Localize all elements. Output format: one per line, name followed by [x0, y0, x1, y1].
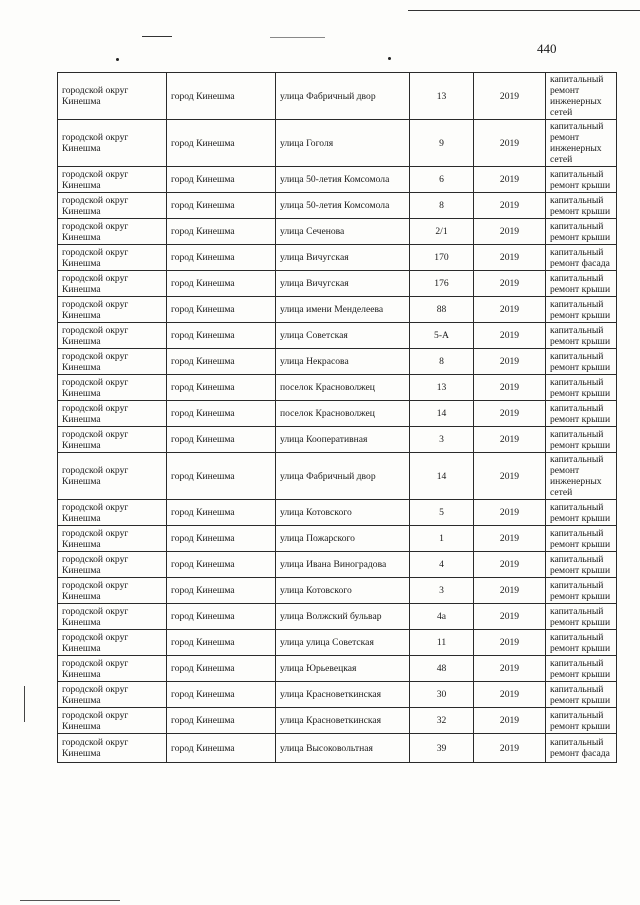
city-cell: город Кинешма	[167, 734, 276, 763]
house-number-cell: 176	[410, 271, 474, 297]
district-cell: городской округ Кинешма	[58, 375, 167, 401]
table-body	[58, 73, 617, 763]
street-cell: улица Пожарского	[276, 526, 410, 552]
table-row	[58, 500, 617, 526]
year-cell: 2019	[474, 552, 546, 578]
house-number-cell: 14	[410, 401, 474, 427]
city-cell: город Кинешма	[167, 708, 276, 734]
street-cell: улица Юрьевецкая	[276, 656, 410, 682]
street-cell: улица улица Советская	[276, 630, 410, 656]
table-row	[58, 526, 617, 552]
table-row	[58, 323, 617, 349]
house-number-cell: 88	[410, 297, 474, 323]
table-row	[58, 271, 617, 297]
district-cell: городской округ Кинешма	[58, 73, 167, 120]
work-type-cell: капитальный ремонт инженерных сетей	[546, 453, 617, 500]
street-cell: улица Вичугская	[276, 271, 410, 297]
street-cell: улица Высоковольтная	[276, 734, 410, 763]
year-cell: 2019	[474, 167, 546, 193]
district-cell: городской округ Кинешма	[58, 500, 167, 526]
house-number-cell: 9	[410, 120, 474, 167]
house-number-cell: 8	[410, 349, 474, 375]
table-row	[58, 120, 617, 167]
street-cell: улица Ивана Виноградова	[276, 552, 410, 578]
work-type-cell: капитальный ремонт крыши	[546, 630, 617, 656]
city-cell: город Кинешма	[167, 375, 276, 401]
city-cell: город Кинешма	[167, 552, 276, 578]
page-number: 440	[537, 41, 557, 56]
district-cell: городской округ Кинешма	[58, 193, 167, 219]
table-row	[58, 682, 617, 708]
street-cell: улица Вичугская	[276, 245, 410, 271]
work-type-cell: капитальный ремонт крыши	[546, 297, 617, 323]
street-cell: улица Фабричный двор	[276, 453, 410, 500]
city-cell: город Кинешма	[167, 193, 276, 219]
housing-repair-table	[57, 72, 617, 763]
table-row	[58, 193, 617, 219]
city-cell: город Кинешма	[167, 578, 276, 604]
city-cell: город Кинешма	[167, 323, 276, 349]
year-cell: 2019	[474, 526, 546, 552]
year-cell: 2019	[474, 734, 546, 763]
table-row	[58, 656, 617, 682]
district-cell: городской округ Кинешма	[58, 604, 167, 630]
scan-artifact-dot	[388, 57, 391, 60]
house-number-cell: 8	[410, 193, 474, 219]
work-type-cell: капитальный ремонт крыши	[546, 578, 617, 604]
scan-artifact-bottom-line	[20, 900, 120, 901]
table-row	[58, 708, 617, 734]
work-type-cell: капитальный ремонт крыши	[546, 604, 617, 630]
house-number-cell: 5	[410, 500, 474, 526]
street-cell: улица Котовского	[276, 578, 410, 604]
house-number-cell: 13	[410, 375, 474, 401]
work-type-cell: капитальный ремонт крыши	[546, 427, 617, 453]
work-type-cell: капитальный ремонт крыши	[546, 167, 617, 193]
work-type-cell: капитальный ремонт крыши	[546, 656, 617, 682]
year-cell: 2019	[474, 120, 546, 167]
year-cell: 2019	[474, 193, 546, 219]
district-cell: городской округ Кинешма	[58, 453, 167, 500]
district-cell: городской округ Кинешма	[58, 219, 167, 245]
street-cell: улица 50-летия Комсомола	[276, 167, 410, 193]
house-number-cell: 48	[410, 656, 474, 682]
table-row	[58, 578, 617, 604]
work-type-cell: капитальный ремонт инженерных сетей	[546, 120, 617, 167]
year-cell: 2019	[474, 349, 546, 375]
table-row	[58, 401, 617, 427]
city-cell: город Кинешма	[167, 682, 276, 708]
street-cell: улица 50-летия Комсомола	[276, 193, 410, 219]
table-row	[58, 297, 617, 323]
work-type-cell: капитальный ремонт фасада	[546, 245, 617, 271]
district-cell: городской округ Кинешма	[58, 734, 167, 763]
year-cell: 2019	[474, 578, 546, 604]
house-number-cell: 4	[410, 552, 474, 578]
table-row	[58, 630, 617, 656]
year-cell: 2019	[474, 323, 546, 349]
house-number-cell: 32	[410, 708, 474, 734]
house-number-cell: 11	[410, 630, 474, 656]
year-cell: 2019	[474, 297, 546, 323]
district-cell: городской округ Кинешма	[58, 401, 167, 427]
table-row	[58, 552, 617, 578]
city-cell: город Кинешма	[167, 427, 276, 453]
year-cell: 2019	[474, 73, 546, 120]
district-cell: городской округ Кинешма	[58, 526, 167, 552]
year-cell: 2019	[474, 219, 546, 245]
city-cell: город Кинешма	[167, 453, 276, 500]
year-cell: 2019	[474, 427, 546, 453]
district-cell: городской округ Кинешма	[58, 682, 167, 708]
work-type-cell: капитальный ремонт крыши	[546, 193, 617, 219]
street-cell: улица Гоголя	[276, 120, 410, 167]
street-cell: улица Кооперативная	[276, 427, 410, 453]
house-number-cell: 14	[410, 453, 474, 500]
house-number-cell: 3	[410, 578, 474, 604]
scan-artifact-top-mid-line	[270, 37, 325, 38]
year-cell: 2019	[474, 630, 546, 656]
house-number-cell: 6	[410, 167, 474, 193]
table-row	[58, 73, 617, 120]
work-type-cell: капитальный ремонт крыши	[546, 708, 617, 734]
year-cell: 2019	[474, 375, 546, 401]
year-cell: 2019	[474, 500, 546, 526]
work-type-cell: капитальный ремонт крыши	[546, 219, 617, 245]
street-cell: улица Котовского	[276, 500, 410, 526]
year-cell: 2019	[474, 656, 546, 682]
house-number-cell: 3	[410, 427, 474, 453]
work-type-cell: капитальный ремонт крыши	[546, 526, 617, 552]
city-cell: город Кинешма	[167, 120, 276, 167]
street-cell: поселок Красноволжец	[276, 375, 410, 401]
district-cell: городской округ Кинешма	[58, 708, 167, 734]
district-cell: городской округ Кинешма	[58, 427, 167, 453]
district-cell: городской округ Кинешма	[58, 349, 167, 375]
table-row	[58, 245, 617, 271]
work-type-cell: капитальный ремонт крыши	[546, 323, 617, 349]
district-cell: городской округ Кинешма	[58, 630, 167, 656]
work-type-cell: капитальный ремонт крыши	[546, 349, 617, 375]
house-number-cell: 5-А	[410, 323, 474, 349]
table-row	[58, 167, 617, 193]
year-cell: 2019	[474, 708, 546, 734]
city-cell: город Кинешма	[167, 297, 276, 323]
street-cell: улица Фабричный двор	[276, 73, 410, 120]
work-type-cell: капитальный ремонт фасада	[546, 734, 617, 763]
scan-artifact-left-mark	[24, 686, 25, 722]
table-row	[58, 453, 617, 500]
city-cell: город Кинешма	[167, 73, 276, 120]
year-cell: 2019	[474, 271, 546, 297]
table-row	[58, 219, 617, 245]
street-cell: улица Некрасова	[276, 349, 410, 375]
city-cell: город Кинешма	[167, 219, 276, 245]
year-cell: 2019	[474, 682, 546, 708]
district-cell: городской округ Кинешма	[58, 297, 167, 323]
table-row	[58, 427, 617, 453]
city-cell: город Кинешма	[167, 500, 276, 526]
street-cell: улица Волжский бульвар	[276, 604, 410, 630]
house-number-cell: 13	[410, 73, 474, 120]
scan-artifact-top-right-line	[408, 10, 640, 11]
street-cell: улица Советская	[276, 323, 410, 349]
work-type-cell: капитальный ремонт крыши	[546, 271, 617, 297]
work-type-cell: капитальный ремонт крыши	[546, 500, 617, 526]
city-cell: город Кинешма	[167, 271, 276, 297]
city-cell: город Кинешма	[167, 349, 276, 375]
district-cell: городской округ Кинешма	[58, 656, 167, 682]
scan-artifact-top-left-line	[142, 36, 172, 37]
district-cell: городской округ Кинешма	[58, 578, 167, 604]
city-cell: город Кинешма	[167, 167, 276, 193]
city-cell: город Кинешма	[167, 526, 276, 552]
district-cell: городской округ Кинешма	[58, 552, 167, 578]
street-cell: улица имени Менделеева	[276, 297, 410, 323]
house-number-cell: 1	[410, 526, 474, 552]
district-cell: городской округ Кинешма	[58, 323, 167, 349]
house-number-cell: 2/1	[410, 219, 474, 245]
year-cell: 2019	[474, 401, 546, 427]
street-cell: улица Красноветкинская	[276, 682, 410, 708]
year-cell: 2019	[474, 245, 546, 271]
city-cell: город Кинешма	[167, 604, 276, 630]
street-cell: улица Красноветкинская	[276, 708, 410, 734]
city-cell: город Кинешма	[167, 630, 276, 656]
street-cell: поселок Красноволжец	[276, 401, 410, 427]
work-type-cell: капитальный ремонт крыши	[546, 552, 617, 578]
scan-artifact-dot	[116, 58, 119, 61]
district-cell: городской округ Кинешма	[58, 120, 167, 167]
house-number-cell: 4а	[410, 604, 474, 630]
year-cell: 2019	[474, 604, 546, 630]
house-number-cell: 170	[410, 245, 474, 271]
table-row	[58, 349, 617, 375]
city-cell: город Кинешма	[167, 656, 276, 682]
work-type-cell: капитальный ремонт крыши	[546, 375, 617, 401]
table-row	[58, 734, 617, 763]
city-cell: город Кинешма	[167, 245, 276, 271]
house-number-cell: 30	[410, 682, 474, 708]
street-cell: улица Сеченова	[276, 219, 410, 245]
work-type-cell: капитальный ремонт крыши	[546, 401, 617, 427]
table-row	[58, 604, 617, 630]
work-type-cell: капитальный ремонт крыши	[546, 682, 617, 708]
table-row	[58, 375, 617, 401]
district-cell: городской округ Кинешма	[58, 167, 167, 193]
district-cell: городской округ Кинешма	[58, 271, 167, 297]
city-cell: город Кинешма	[167, 401, 276, 427]
year-cell: 2019	[474, 453, 546, 500]
house-number-cell: 39	[410, 734, 474, 763]
district-cell: городской округ Кинешма	[58, 245, 167, 271]
work-type-cell: капитальный ремонт инженерных сетей	[546, 73, 617, 120]
